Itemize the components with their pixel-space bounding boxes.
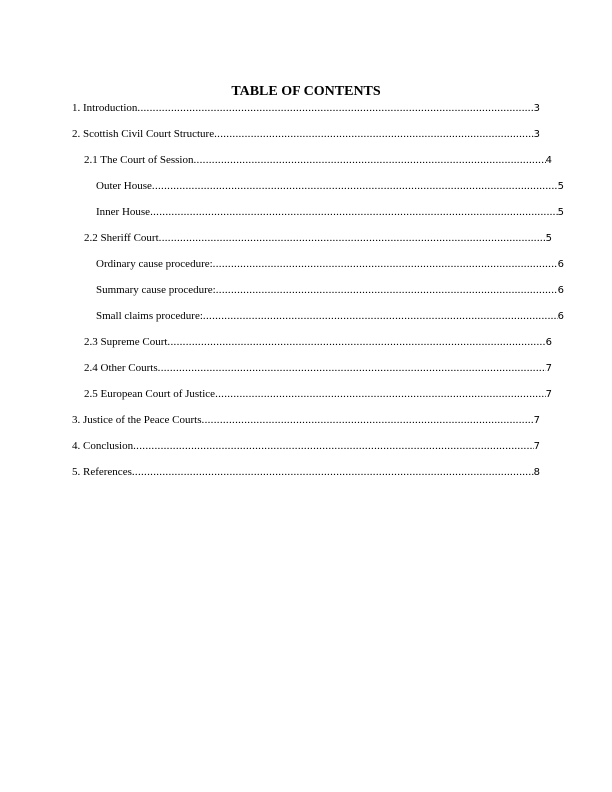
dot-leader xyxy=(152,180,558,192)
toc-entry-scottish-civil-court-structure[interactable] xyxy=(72,128,540,142)
toc-entry-page: 6 xyxy=(545,337,552,348)
toc-entry-label: 5. References xyxy=(72,466,132,478)
toc-entry-page: 6 xyxy=(557,259,564,270)
toc-entry-page: 5 xyxy=(545,233,552,244)
toc-title: TABLE OF CONTENTS xyxy=(231,84,381,99)
toc-entry-label: Summary cause procedure: xyxy=(96,284,216,296)
toc-entry-label: Small claims procedure: xyxy=(96,310,203,322)
dot-leader xyxy=(214,128,534,140)
toc-entry-page: 7 xyxy=(533,415,540,426)
dot-leader xyxy=(150,206,558,218)
toc-entry-label: 2.3 Supreme Court xyxy=(84,336,168,348)
dot-leader xyxy=(194,154,546,166)
toc-entry-summary-cause-procedure[interactable] xyxy=(72,284,564,298)
dot-leader xyxy=(137,102,533,114)
toc-entry-page: 7 xyxy=(533,441,540,452)
toc-entry-outer-house[interactable] xyxy=(72,180,564,194)
toc-entry-introduction[interactable] xyxy=(72,102,540,116)
toc-entry-label: 2.4 Other Courts xyxy=(84,362,158,374)
dot-leader xyxy=(167,336,545,348)
toc-entry-page: 5 xyxy=(557,207,564,218)
toc-entry-page: 3 xyxy=(533,129,540,140)
toc-entry-label: 2. Scottish Civil Court Structure xyxy=(72,128,215,140)
toc-entry-sheriff-court[interactable] xyxy=(72,232,552,246)
toc-entry-references[interactable] xyxy=(72,466,540,480)
toc-entry-european-court-of-justice[interactable] xyxy=(72,388,552,402)
toc-entry-justice-of-the-peace-courts[interactable] xyxy=(72,414,540,428)
dot-leader xyxy=(216,284,558,296)
toc-entry-label: Outer House xyxy=(96,180,152,192)
dot-leader xyxy=(213,258,558,270)
toc-entry-ordinary-cause-procedure[interactable] xyxy=(72,258,564,272)
dot-leader xyxy=(158,362,546,374)
dot-leader xyxy=(133,440,534,452)
toc-entry-page: 5 xyxy=(557,181,564,192)
toc-entry-other-courts[interactable] xyxy=(72,362,552,376)
toc-entry-small-claims-procedure[interactable] xyxy=(72,310,564,324)
dot-leader xyxy=(159,232,546,244)
toc-entry-inner-house[interactable] xyxy=(72,206,564,220)
toc-entry-label: Inner House xyxy=(96,206,151,218)
dot-leader xyxy=(215,388,546,400)
dot-leader xyxy=(203,310,558,322)
toc-entry-label: 2.2 Sheriff Court xyxy=(84,232,159,244)
toc-entry-page: 7 xyxy=(545,389,552,400)
toc-entry-label: 2.1 The Court of Session xyxy=(84,154,194,166)
toc-entry-label: 3. Justice of the Peace Courts xyxy=(72,414,202,426)
toc-entry-label: 2.5 European Court of Justice xyxy=(84,388,216,400)
toc-entry-conclusion[interactable] xyxy=(72,440,540,454)
toc-entry-page: 6 xyxy=(557,311,564,322)
toc-entry-page: 6 xyxy=(557,285,564,296)
toc-entry-page: 8 xyxy=(533,467,540,478)
dot-leader xyxy=(202,414,534,426)
toc-entry-court-of-session[interactable] xyxy=(72,154,552,168)
toc-entry-label: 1. Introduction xyxy=(72,102,138,114)
toc-entry-supreme-court[interactable] xyxy=(72,336,552,350)
toc-entry-page: 4 xyxy=(545,155,552,166)
toc-entry-label: 4. Conclusion xyxy=(72,440,134,452)
toc-entry-page: 3 xyxy=(533,103,540,114)
dot-leader xyxy=(132,466,534,478)
toc-entry-page: 7 xyxy=(545,363,552,374)
toc-entry-label: Ordinary cause procedure: xyxy=(96,258,213,270)
